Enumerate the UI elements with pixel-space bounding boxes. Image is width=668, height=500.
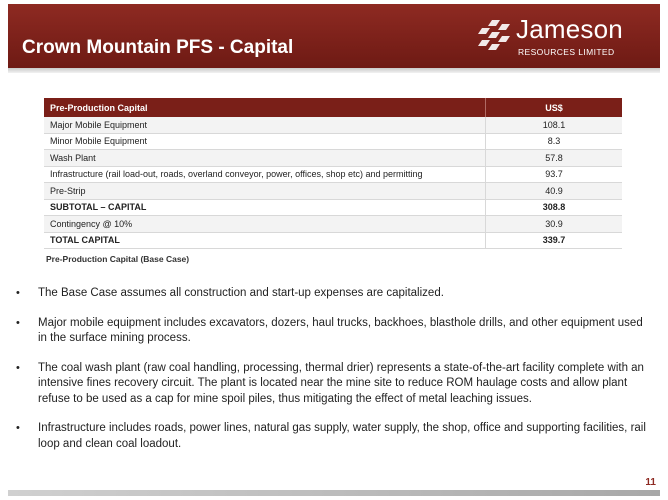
bullet-icon: • [16, 361, 20, 374]
logo-subtitle: RESOURCES LIMITED [518, 47, 615, 57]
bullet-icon: • [16, 287, 20, 299]
company-logo [478, 14, 648, 62]
table-row [44, 216, 622, 233]
table-row [44, 150, 622, 167]
bullet-icon: • [16, 316, 20, 329]
bullet-text: Infrastructure includes roads, power lines, natural gas supply, water supply, the shop, office and supporting facilities, rail loop and clean coal loadout. [38, 422, 646, 450]
column-header-item: Pre-Production Capital [44, 98, 486, 117]
row-value: 57.8 [486, 150, 623, 167]
row-value: 40.9 [486, 183, 623, 200]
bullet-item [16, 286, 646, 302]
row-value: 30.9 [486, 216, 623, 233]
row-value: 339.7 [486, 232, 623, 249]
row-label: Infrastructure (rail load-out, roads, overland conveyor, power, offices, shop etc) and permitting [44, 166, 486, 183]
header-shadow [8, 68, 660, 73]
jameson-logo-icon [478, 18, 516, 52]
page-number: 11 [645, 477, 656, 488]
table-row [44, 133, 622, 150]
table-header-row [44, 98, 622, 117]
row-label: Contingency @ 10% [44, 216, 486, 233]
row-label: Minor Mobile Equipment [44, 133, 486, 150]
row-label: Wash Plant [44, 150, 486, 167]
table-row [44, 117, 622, 133]
bullet-item [16, 421, 646, 452]
bullet-icon: • [16, 422, 20, 434]
row-value: 93.7 [486, 166, 623, 183]
row-value: 308.8 [486, 199, 623, 216]
row-label: Pre-Strip [44, 183, 486, 200]
slide-header [8, 4, 660, 68]
row-label: SUBTOTAL – CAPITAL [44, 199, 486, 216]
bullet-item [16, 361, 646, 408]
bullet-text: The coal wash plant (raw coal handling, processing, thermal drier) represents a state-of-the-art facility complete with an intensive fines recovery circuit. The plant is located near the mine site to reduce ROM haulage costs and allow plant refuse to be used as a cap for mine spoil piles, thus mitigating the effect of metal leaching issues. [38, 361, 644, 405]
row-label: Major Mobile Equipment [44, 117, 486, 133]
capital-table [44, 98, 622, 249]
row-value: 8.3 [486, 133, 623, 150]
bullet-list [16, 286, 646, 466]
column-header-value: US$ [486, 98, 623, 117]
total-row [44, 232, 622, 249]
table-caption: Pre-Production Capital (Base Case) [46, 254, 190, 264]
bullet-text: The Base Case assumes all construction and start-up expenses are capitalized. [38, 287, 444, 299]
bullet-text: Major mobile equipment includes excavators, dozers, haul trucks, backhoes, blasthole drills, and other equipment used in the surface mining process. [38, 316, 643, 344]
slide-title: Crown Mountain PFS - Capital [22, 37, 294, 58]
logo-name: Jameson [516, 14, 623, 44]
table-row [44, 166, 622, 183]
row-label: TOTAL CAPITAL [44, 232, 486, 249]
footer-bar [8, 490, 660, 496]
subtotal-row [44, 199, 622, 216]
row-value: 108.1 [486, 117, 623, 133]
table-row [44, 183, 622, 200]
bullet-item [16, 316, 646, 347]
